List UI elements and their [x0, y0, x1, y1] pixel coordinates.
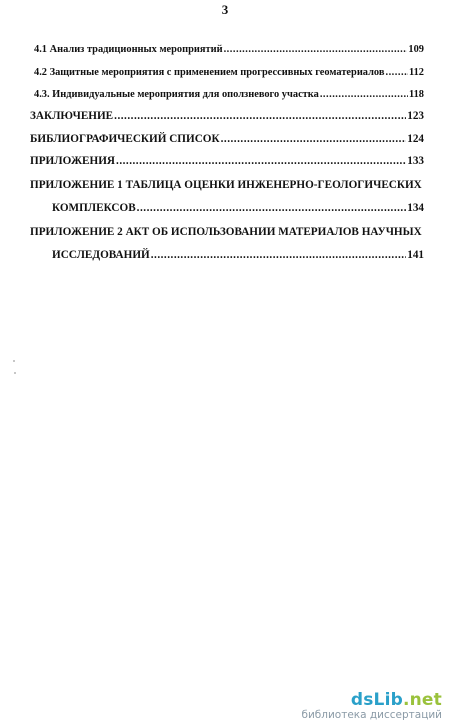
toc-entry-page: 141: [407, 249, 424, 261]
toc-entry-appendices[interactable]: [30, 155, 424, 167]
page-number: 3: [221, 2, 229, 17]
toc-entry-appendix-2-title[interactable]: ПРИЛОЖЕНИЕ 2 АКТ ОБ ИСПОЛЬЗОВАНИИ МАТЕРИАЛОВ НАУЧНЫХ: [30, 226, 422, 238]
dot-leader: [224, 44, 408, 55]
dot-leader: [137, 202, 407, 214]
dot-leader: [385, 67, 408, 78]
toc-entry-bibliography[interactable]: [30, 133, 424, 145]
scan-speck: [13, 360, 15, 362]
toc-entry-label: ПРИЛОЖЕНИЯ: [30, 155, 116, 167]
toc-entry-page: 133: [407, 155, 424, 167]
toc-entry-4-2[interactable]: [34, 67, 424, 78]
watermark-brand: dsLib.net: [350, 690, 442, 710]
toc-entry-page: 134: [407, 202, 424, 214]
toc-entry-label: 4.3. Индивидуальные мероприятия для оползневого участка: [34, 89, 319, 100]
toc-entry-label: БИБЛИОГРАФИЧЕСКИЙ СПИСОК: [30, 133, 220, 145]
toc-entry-appendix-1-title[interactable]: ПРИЛОЖЕНИЕ 1 ТАБЛИЦА ОЦЕНКИ ИНЖЕНЕРНО-ГЕОЛОГИЧЕСКИХ: [30, 179, 422, 191]
dot-leader: [151, 249, 406, 261]
watermark-subtitle: библиотека диссертаций: [301, 709, 442, 721]
toc-entry-appendix-1[interactable]: [52, 202, 424, 214]
toc-entry-label: ЗАКЛЮЧЕНИЕ: [30, 110, 114, 122]
scan-speck: [14, 372, 16, 374]
toc-entry-appendix-2[interactable]: [52, 249, 424, 261]
toc-entry-page: 118: [408, 89, 424, 100]
toc-entry-4-1[interactable]: [34, 44, 424, 55]
dot-leader: [320, 89, 408, 100]
toc-entry-label: ИССЛЕДОВАНИЙ: [52, 249, 150, 261]
toc-entry-page: 124: [407, 133, 424, 145]
watermark-logo: [301, 691, 442, 721]
dot-leader: [116, 155, 406, 167]
toc-entry-page: 123: [407, 110, 424, 122]
toc-entry-label: 4.1 Анализ традиционных мероприятий: [34, 44, 223, 55]
toc-entry-page: 112: [408, 67, 424, 78]
toc-entry-page: 109: [408, 44, 424, 55]
dot-leader: [114, 110, 406, 122]
toc-entry-4-3[interactable]: [34, 89, 424, 100]
toc-entry-label: 4.2 Защитные мероприятия с применением прогрессивных геоматериалов: [34, 67, 385, 78]
toc-entry-conclusion[interactable]: [30, 110, 424, 122]
toc-entry-label: КОМПЛЕКСОВ: [52, 202, 136, 214]
dot-leader: [221, 133, 407, 145]
